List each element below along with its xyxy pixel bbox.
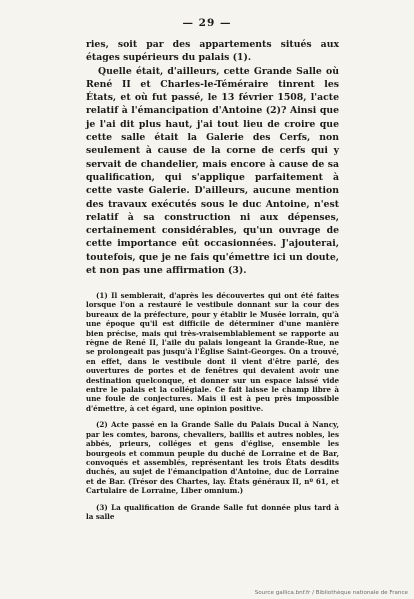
source-attribution: Source gallica.bnf.fr / Bibliothèque nationale de France bbox=[254, 590, 408, 596]
body-paragraph: Quelle était, d'ailleurs, cette Grande Salle où René II et Charles-le-Téméraire tinrent les États, et où fut passé, le 13 février 1508, l'acte relatif à l'émancipation d'Antoine (2)? Ainsi que je l'ai dit plus haut, j'ai tout lieu de croire que cette salle était la Galerie des Cerfs, non seulement à cause de la corne de cerfs qui y servait de chandelier, mais encore à cause de sa qualification, qui s'applique parfaitement à cette vaste Galerie. D'ailleurs, aucune mention des travaux exécutés sous le duc Antoine, n'est relatif à sa construction ni aux dépenses, certainement considérables, qu'un ouvrage de cette importance eût occasionnées. J'ajouterai, toutefois, que je ne fais qu'émettre ici un doute, et non pas une affirmation (3). bbox=[86, 65, 339, 277]
footnote-1: (1) Il semblerait, d'après les découvertes qui ont été faites lorsque l'on a restauré le vestibule donnant sur la cour des bureaux de la préfecture, pour y établir le Musée lorrain, qu'à une époque qu'il est difficile de déterminer d'une manière bien précise, mais qui très-vraisemblablement se rapporte au règne de René II, l'aile du palais longeant la Grande-Rue, ne se prolongeait pas jusqu'à l'Église Saint-Georges. On a trouvé, en effet, dans le vestibule dont il vient d'être parlé, des ouvertures de portes et de fenêtres qui devaient avoir une destination quelconque, et donner sur un espace laissé vide entre le palais et la collégiale. Ce fait laisse le champ libre à une foule de conjectures. Mais il est à peu près impossible d'émettre, à cet égard, une opinion positive. bbox=[86, 291, 339, 413]
body-paragraph: ries, soit par des appartements situés aux étages supérieurs du palais (1). bbox=[86, 39, 339, 64]
footnote-3: (3) La qualification de Grande Salle fut donnée plus tard à la salle bbox=[86, 502, 339, 521]
page-number: — 29 — bbox=[182, 17, 232, 29]
body-text bbox=[86, 38, 339, 277]
footnotes bbox=[86, 291, 339, 528]
footnote-2: (2) Acte passé en la Grande Salle du Palais Ducal à Nancy, par les comtes, barons, chevaliers, baillis et autres nobles, les abbés, prieurs, colléges et gens d'église, ensemble les bourgeois et commun peuple du duché de Lorraine et de Bar, convoqués et assemblés, représentant les trois États desdits duchés, au sujet de l'émancipation d'Antoine, duc de Lorraine et de Bar. (Trésor des Chartes, lay. États généraux II, nº 61, et Cartulaire de Lorraine, Liber omnium.) bbox=[86, 420, 339, 496]
